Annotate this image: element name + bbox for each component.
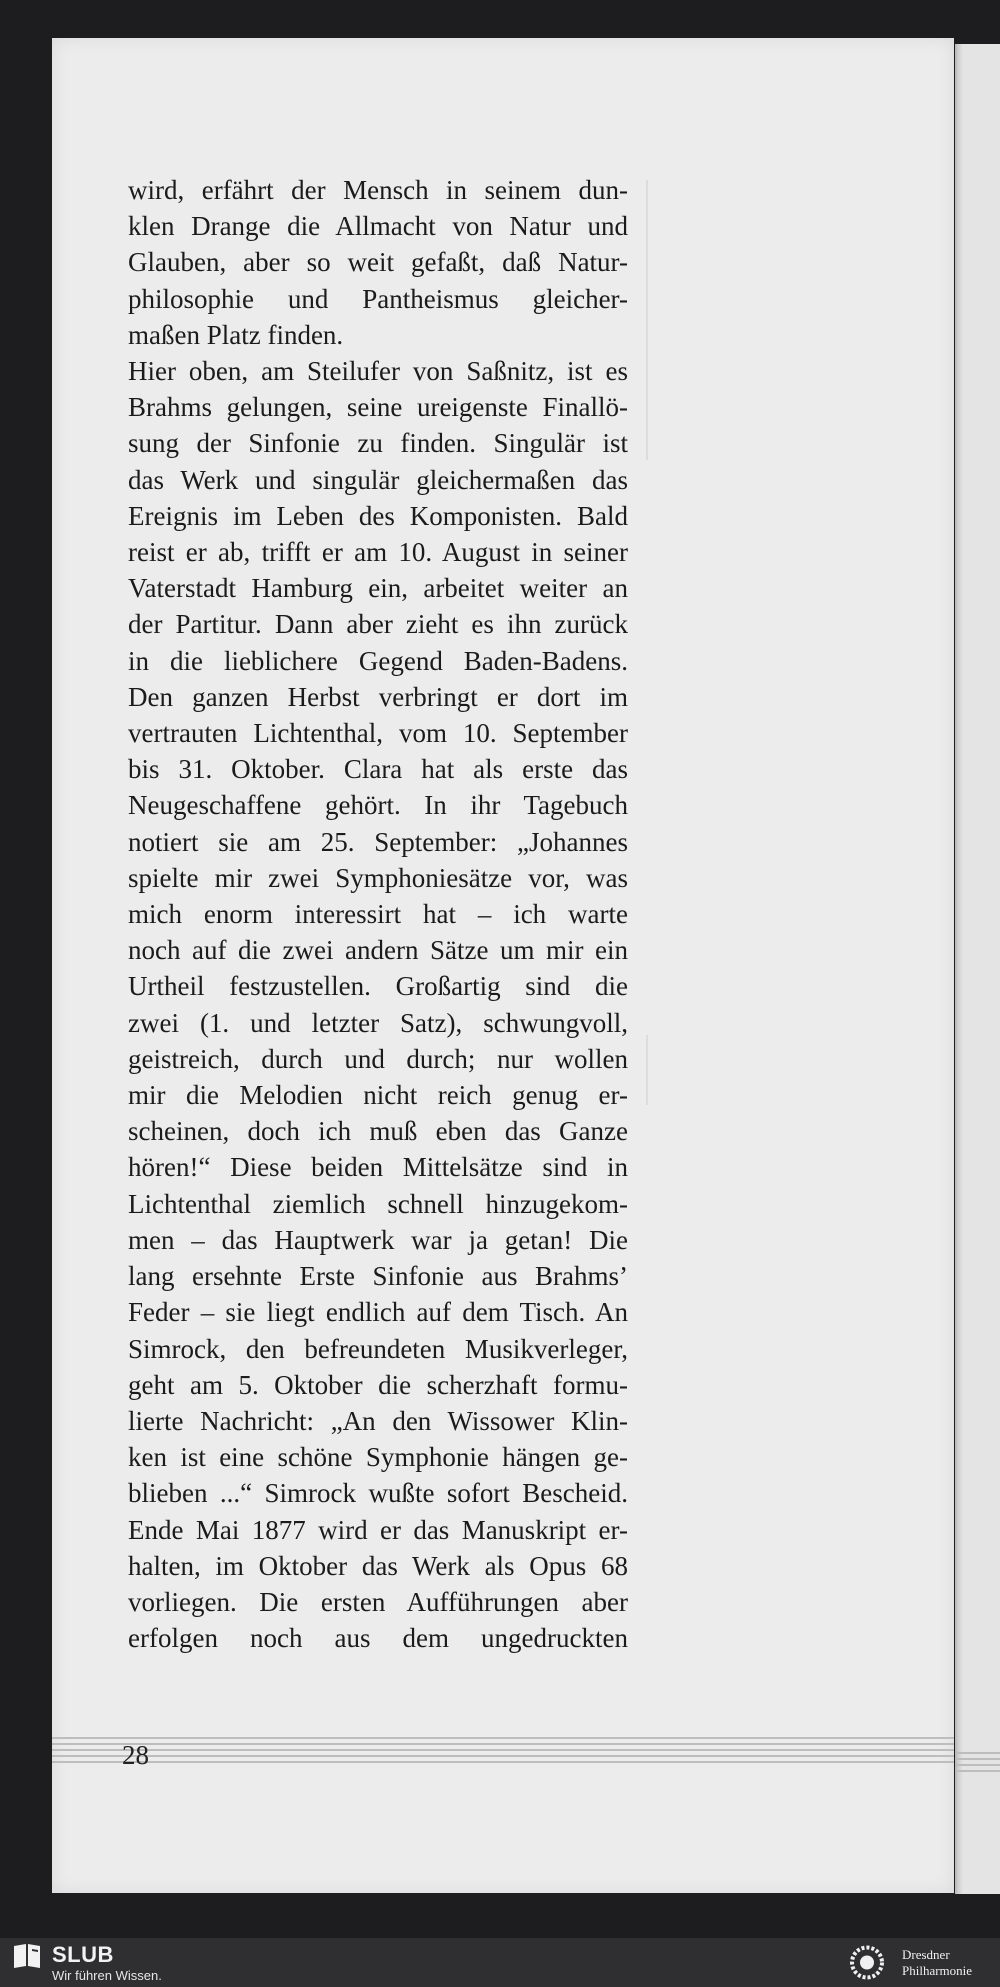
text-line: noch auf die zwei andern Sätze um mir ein [128,935,628,966]
text-line: Lichtenthal ziemlich schnell hinzugekom- [128,1188,628,1219]
page-number: 28 [122,1740,149,1770]
divider [52,1743,954,1745]
divider [52,1737,954,1739]
library-name: SLUB [52,1942,114,1967]
body-text [128,172,628,1656]
text-line: klen Drange die Allmacht von Natur und [128,211,628,242]
text-line: notiert sie am 25. September: „Johannes [128,826,628,857]
text-line: philosophie und Pantheismus gleicher- [128,283,628,314]
text-line: Neugeschaffene gehört. In ihr Tagebuch [128,790,628,821]
divider [52,1761,954,1763]
text-line: Den ganzen Herbst verbringt er dort im [128,681,628,712]
text-line: bis 31. Oktober. Clara hat als erste das [128,754,628,785]
text-line: Feder – sie liegt endlich auf dem Tisch. An [128,1297,628,1328]
philharmonie-logo-icon [842,1941,892,1984]
show-through-rule [646,180,648,460]
text-line: das Werk und singulär gleichermaßen das [128,464,628,495]
text-line: mir die Melodien nicht reich genug er- [128,1080,628,1111]
text-line: wird, erfährt der Mensch in seinem dun- [128,175,628,205]
text-line: Simrock, den befreundeten Musikverleger, [128,1333,628,1364]
partner-name-line2: Philharmonie [902,1963,973,1978]
text-line: lierte Nachricht: „An den Wissower Klin- [128,1405,628,1436]
divider [52,1755,954,1757]
text-line: scheinen, doch ich muß eben das Ganze [128,1116,628,1147]
divider [955,1752,1000,1754]
text-line: ken ist eine schöne Symphonie hängen ge- [128,1442,628,1473]
text-line: Ereignis im Leben des Komponisten. Bald [128,500,628,531]
text-line: Glauben, aber so weit gefaßt, daß Natur- [128,247,628,278]
text-line: vorliegen. Die ersten Aufführungen aber [128,1586,628,1617]
text-line: in die lieblichere Gegend Baden-Badens. [128,645,628,676]
text-line: maßen Platz finden. [128,319,344,350]
library-tagline: Wir führen Wissen. [52,1968,162,1983]
text-line: Brahms gelungen, seine ureigenste Finallö- [128,392,628,423]
next-page-edge [955,44,1000,1894]
show-through-rule [646,1035,648,1105]
text-line: reist er ab, trifft er am 10. August in seiner [128,537,628,568]
text-line: mich enorm interessirt hat – ich warte [128,899,628,930]
divider [955,1764,1000,1766]
text-line: blieben ...“ Simrock wußte sofort Bescheid. [128,1478,628,1509]
text-line: Urtheil festzustellen. Großartig sind die [128,971,628,1002]
text-line: erfolgen noch aus dem ungedruckten [128,1623,628,1654]
text-line: halten, im Oktober das Werk als Opus 68 [128,1550,628,1581]
text-line: sung der Sinfonie zu finden. Singulär ist [128,428,628,459]
divider [52,1749,954,1751]
text-line: der Partitur. Dann aber zieht es ihn zurück [128,609,628,640]
text-line: spielte mir zwei Symphoniesätze vor, was [128,862,628,893]
text-line: Ende Mai 1877 wird er das Manuskript er- [128,1514,628,1545]
text-line: geht am 5. Oktober die scherzhaft formu- [128,1369,628,1400]
text-line: zwei (1. und letzter Satz), schwungvoll, [128,1007,628,1038]
text-line: lang ersehnte Erste Sinfonie aus Brahms’ [128,1261,628,1292]
footer-rules [52,1737,954,1767]
text-line: Vaterstadt Hamburg ein, arbeitet weiter an [128,573,628,604]
footer-rules-next-page [955,1752,1000,1776]
text-line: vertrauten Lichtenthal, vom 10. September [128,718,628,749]
partner-name-line1: Dresdner [902,1947,950,1962]
text-line: geistreich, durch und durch; nur wollen [128,1043,628,1074]
text-line: Hier oben, am Steilufer von Saßnitz, ist es [128,356,628,387]
divider [955,1758,1000,1760]
divider [955,1770,1000,1772]
viewer-footer [0,1938,1000,1987]
text-line: men – das Hauptwerk war ja getan! Die [128,1224,628,1255]
book-icon [12,1943,42,1969]
text-line: hören!“ Diese beiden Mittelsätze sind in [128,1152,628,1183]
